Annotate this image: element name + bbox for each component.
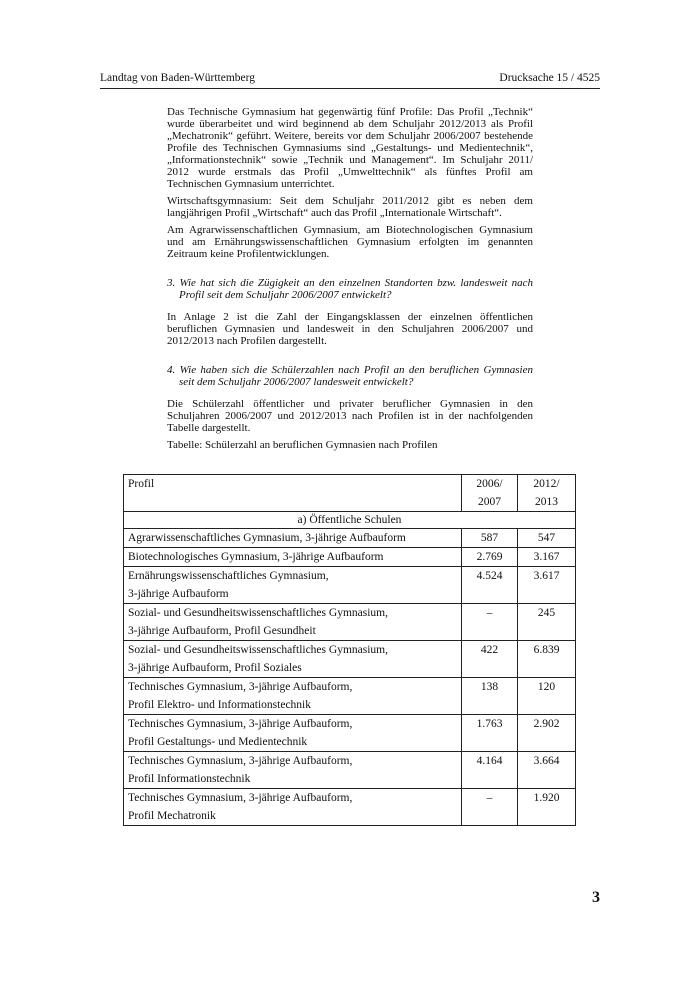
value-2006-cell: – <box>462 789 518 826</box>
table-section-row <box>124 512 576 529</box>
profil-cell: Sozial- und Gesundheitswissenschaftliches Gymnasium, 3-jährige Aufbauform, Profil Soziales <box>124 641 462 678</box>
value-2012-cell: 245 <box>518 604 576 641</box>
profil-cell: Agrarwissenschaftliches Gymnasium, 3-jährige Aufbauform <box>124 529 462 548</box>
value-2006-cell: 422 <box>462 641 518 678</box>
header-document-number: Drucksache 15 / 4525 <box>499 72 600 84</box>
table-row <box>124 752 576 789</box>
value-2012-cell: 120 <box>518 678 576 715</box>
header-cell-2012: 2012/ 2013 <box>518 475 576 512</box>
table-caption: Tabelle: Schülerzahl an beruflichen Gymnasien nach Profilen <box>167 439 438 451</box>
profil-cell: Technisches Gymnasium, 3-jährige Aufbauform, Profil Mechatronik <box>124 789 462 826</box>
table-row <box>124 789 576 826</box>
answer-4: Die Schülerzahl öffentlicher und privater beruflicher Gymnasien in den Schuljahren 2006/2007 und 2012/2013 nach Profilen ist in der nachfolgenden Tabelle dargestellt. <box>167 398 533 434</box>
value-2006-cell: 4.524 <box>462 567 518 604</box>
body-text <box>167 106 533 456</box>
table-row <box>124 548 576 567</box>
profil-cell: Technisches Gymnasium, 3-jährige Aufbauform, Profil Elektro- und Informationstechnik <box>124 678 462 715</box>
profil-cell: Technisches Gymnasium, 3-jährige Aufbauform, Profil Informationstechnik <box>124 752 462 789</box>
profil-cell: Biotechnologisches Gymnasium, 3-jährige Aufbauform <box>124 548 462 567</box>
value-2006-cell: 4.164 <box>462 752 518 789</box>
header-publisher: Landtag von Baden-Württemberg <box>100 72 255 84</box>
value-2006-cell: – <box>462 604 518 641</box>
paragraph-technisches-gymnasium: Das Technische Gymnasium hat gegenwärtig fünf Profile: Das Profil „Technik“ wurde überarbeitet und wird beginnend ab dem Schuljahr 2012/2013 als Profil „Mechatronik“ geführt. Weitere, bereits vor dem Schuljahr 2006/2007 bestehende Profile des Technischen Gymnasiums sind „Gestaltungs- und Medientechnik“, „Informationstechnik“ sowie „Technik und Management“. Im Schuljahr 2011/ 2012 wurde erstmals das Profil „Umwelttechnik“ als fünftes Profil am Technischen Gymnasium unterrichtet. <box>167 106 533 190</box>
profil-cell: Technisches Gymnasium, 3-jährige Aufbauform, Profil Gestaltungs- und Medientechnik <box>124 715 462 752</box>
question-4: 4. Wie haben sich die Schülerzahlen nach Profil an den beruflichen Gymnasien seit dem Schuljahr 2006/2007 landesweit entwickelt? <box>167 364 533 388</box>
value-2012-cell: 547 <box>518 529 576 548</box>
schuelerzahl-table <box>123 474 576 826</box>
header-cell-profil: Profil <box>124 475 462 512</box>
value-2006-cell: 2.769 <box>462 548 518 567</box>
value-2012-cell: 1.920 <box>518 789 576 826</box>
answer-3: In Anlage 2 ist die Zahl der Eingangsklassen der einzelnen öffentlichen beruflichen Gymnasien und landesweit in den Schuljahren 2006/2007 und 2012/2013 nach Profilen dargestellt. <box>167 311 533 347</box>
question-3: 3. Wie hat sich die Zügigkeit an den einzelnen Standorten bzw. landesweit nach Profil seit dem Schuljahr 2006/2007 entwickelt? <box>167 277 533 301</box>
value-2006-cell: 1.763 <box>462 715 518 752</box>
table-row <box>124 678 576 715</box>
section-oeffentliche-schulen: a) Öffentliche Schulen <box>124 512 576 529</box>
header-rule <box>100 88 600 89</box>
value-2006-cell: 138 <box>462 678 518 715</box>
table-row <box>124 567 576 604</box>
value-2006-cell: 587 <box>462 529 518 548</box>
page-header <box>100 70 600 86</box>
value-2012-cell: 3.617 <box>518 567 576 604</box>
value-2012-cell: 3.167 <box>518 548 576 567</box>
profil-cell: Ernährungswissenschaftliches Gymnasium, 3-jährige Aufbauform <box>124 567 462 604</box>
value-2012-cell: 3.664 <box>518 752 576 789</box>
page-number: 3 <box>592 889 600 906</box>
table-row <box>124 604 576 641</box>
table-row <box>124 715 576 752</box>
paragraph-wirtschaftsgymnasium: Wirtschaftsgymnasium: Seit dem Schuljahr 2011/2012 gibt es neben dem langjährigen Profil „Wirtschaft“ auch das Profil „Internationale Wirtschaft“. <box>167 195 533 219</box>
header-cell-2006: 2006/ 2007 <box>462 475 518 512</box>
value-2012-cell: 2.902 <box>518 715 576 752</box>
paragraph-keine-profilentwicklungen: Am Agrarwissenschaftlichen Gymnasium, am Biotechnologischen Gymnasium und am Ernährungswissenschaftlichen Gymnasium erfolgten im genannten Zeitraum keine Profilentwicklungen. <box>167 224 533 260</box>
profil-cell: Sozial- und Gesundheitswissenschaftliches Gymnasium, 3-jährige Aufbauform, Profil Gesundheit <box>124 604 462 641</box>
table-row <box>124 529 576 548</box>
table-row <box>124 641 576 678</box>
table-header-row <box>124 475 576 512</box>
value-2012-cell: 6.839 <box>518 641 576 678</box>
